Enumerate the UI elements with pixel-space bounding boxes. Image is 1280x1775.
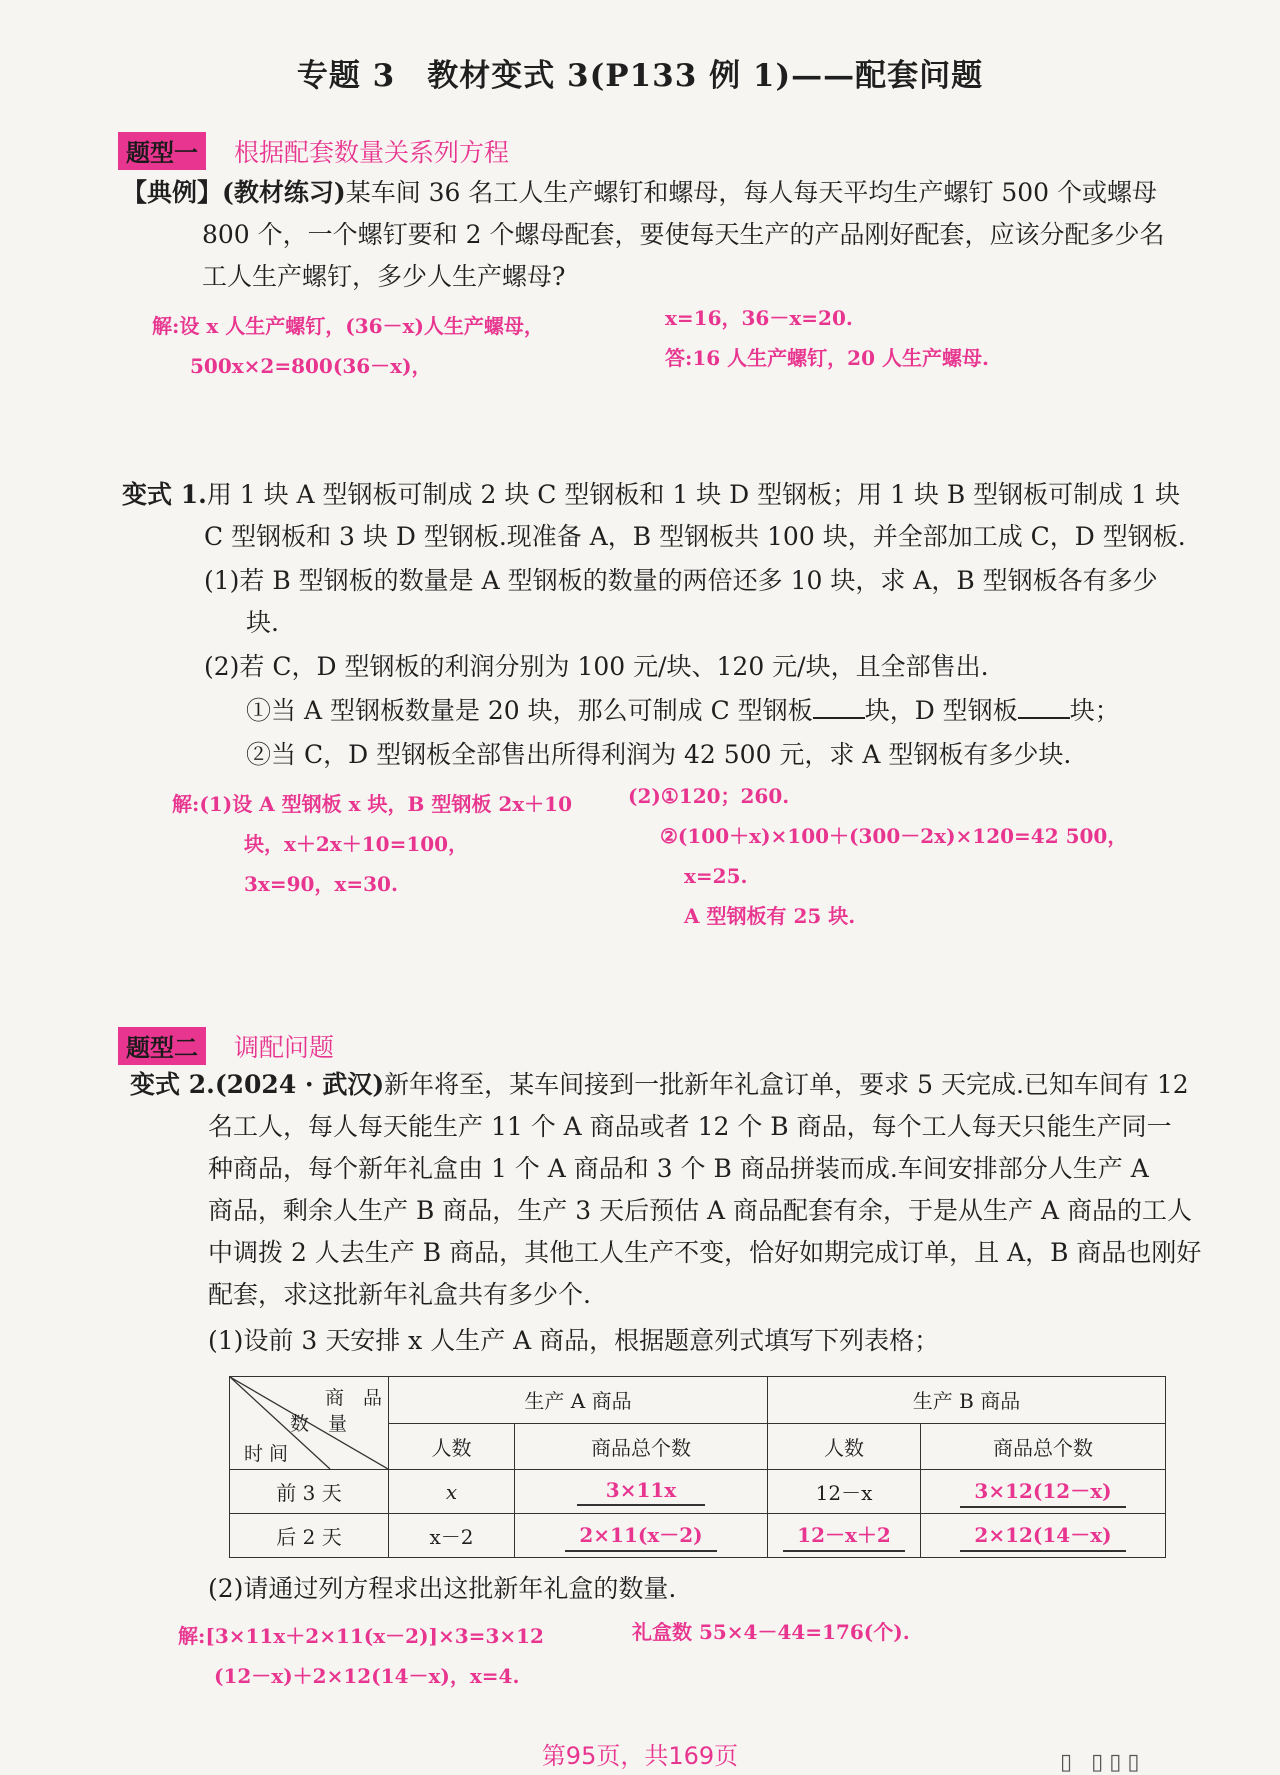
section-title: 根据配套数量关系列方程	[234, 138, 510, 167]
variant1-answer-line-3: 3x=90，x=30.	[244, 872, 398, 896]
header-b-total: 商品总个数	[921, 1423, 1166, 1470]
variant2-line-2: 名工人，每人每天能生产 11 个 A 商品或者 12 个 B 商品，每个工人每天只能生产同一	[208, 1112, 1172, 1141]
header-b-people: 人数	[768, 1423, 921, 1470]
example-line-3: 工人生产螺钉，多少人生产螺母?	[202, 262, 566, 291]
page-title: 专题 3 教材变式 3(P133 例 1)——配套问题	[296, 58, 984, 94]
variant1-text: 用 1 块 A 型钢板可制成 2 块 C 型钢板和 1 块 D 型钢板；用 1 块 B 型钢板可制成 1 块	[206, 480, 1180, 509]
row-b-total-cell	[921, 1514, 1166, 1558]
example-text: 某车间 36 名工人生产螺钉和螺母，每人每天平均生产螺钉 500 个或螺母	[345, 178, 1158, 207]
variant2-text: 新年将至，某车间接到一批新年礼盒订单，要求 5 天完成.已知车间有 12	[384, 1070, 1189, 1099]
variant2-q1: (1)设前 3 天安排 x 人生产 A 商品，根据题意列式填写下列表格；	[208, 1326, 940, 1355]
section-title: 调配问题	[234, 1033, 335, 1062]
row-b-people: 12－x	[768, 1470, 921, 1514]
example-label: 【典例】	[122, 178, 223, 207]
fill-blank-c[interactable]	[813, 691, 865, 719]
variant2-q2: (2)请通过列方程求出这批新年礼盒的数量.	[208, 1574, 677, 1603]
row-b-people: 12－x＋2	[783, 1519, 905, 1552]
variant1-label: 变式 1.	[122, 480, 207, 509]
variant1-q2-part1-text: ①当 A 型钢板数量是 20 块，那么可制成 C 型钢板	[246, 696, 813, 725]
data-table	[229, 1376, 1166, 1558]
page-number: 第95页，共169页	[541, 1742, 739, 1770]
table-corner-cell	[230, 1377, 389, 1470]
variant1-answer-line-2: 块，x＋2x＋10=100，	[244, 832, 469, 856]
corner-time-label: 时 间	[244, 1443, 289, 1465]
variant2-label: 变式 2.	[130, 1070, 215, 1099]
variant2-line-1	[130, 1064, 1189, 1106]
variant1-q2-part1	[246, 690, 1120, 732]
variant2-line-4: 商品，剩余人生产 B 商品，生产 3 天后预估 A 商品配套有余，于是从生产 A 商品的工人	[208, 1196, 1192, 1225]
variant1-q1-line-1: (1)若 B 型钢板的数量是 A 型钢板的数量的两倍还多 10 块，求 A，B 型钢板各有多少	[204, 566, 1158, 595]
row-time: 前 3 天	[230, 1470, 389, 1514]
section-header-2	[118, 1027, 334, 1065]
variant1-answer-line-7: A 型钢板有 25 块.	[684, 904, 856, 928]
row-a-total-cell	[515, 1470, 768, 1514]
variant1-q2-part1-text2: 块，D 型钢板	[864, 696, 1018, 725]
variant1-q1-line-2: 块.	[246, 608, 279, 637]
example-line-2: 800 个，一个螺钉要和 2 个螺母配套，要使每天生产的产品刚好配套，应该分配多少名	[202, 220, 1165, 249]
row-a-total-cell	[515, 1514, 768, 1558]
variant2-answer-line-3: 礼盒数 55×4－44=176(个).	[632, 1620, 910, 1644]
table-row	[230, 1514, 1166, 1558]
variant1-q2-part1-text3: 块；	[1069, 696, 1120, 725]
row-b-total: 3×12(12－x)	[960, 1475, 1125, 1508]
variant1-line-2: C 型钢板和 3 块 D 型钢板.现准备 A，B 型钢板共 100 块，并全部加工成 C，D 型钢板.	[204, 522, 1186, 551]
example-answer-line-2: 500x×2=800(36－x)，	[190, 354, 432, 378]
table-row	[230, 1470, 1166, 1514]
variant2-line-3: 种商品，每个新年礼盒由 1 个 A 商品和 3 个 B 商品拼装而成.车间安排部分人生产 A	[208, 1154, 1149, 1183]
row-b-people-cell	[768, 1514, 921, 1558]
variant1-q2-part2: ②当 C，D 型钢板全部售出所得利润为 42 500 元，求 A 型钢板有多少块.	[246, 740, 1072, 769]
variant1-answer-line-6: x=25.	[684, 864, 748, 888]
section-tag: 题型二	[118, 1027, 206, 1065]
example-line-1	[122, 172, 1157, 214]
row-a-people: x	[389, 1470, 515, 1514]
variant1-q2: (2)若 C，D 型钢板的利润分别为 100 元/块、120 元/块，且全部售出.	[204, 652, 989, 681]
variant1-answer-line-4: (2)①120；260.	[628, 784, 790, 808]
variant1-answer-line-1: 解:(1)设 A 型钢板 x 块，B 型钢板 2x＋10	[172, 792, 573, 816]
row-a-people: x－2	[389, 1514, 515, 1558]
row-b-total-cell	[921, 1470, 1166, 1514]
variant1-line-1	[122, 474, 1180, 516]
fill-blank-d[interactable]	[1018, 691, 1070, 719]
header-a-people: 人数	[389, 1423, 515, 1470]
section-tag: 题型一	[118, 132, 206, 170]
variant2-answer-line-2: (12－x)＋2×12(14－x)，x=4.	[214, 1664, 520, 1688]
header-group-b: 生产 B 商品	[768, 1377, 1166, 1424]
example-answer-line-3: x=16，36－x=20.	[665, 306, 853, 330]
row-a-total: 3×11x	[577, 1478, 705, 1506]
variant2-line-6: 配套，求这批新年礼盒共有多少个.	[208, 1280, 591, 1309]
variant2-answer-line-1: 解:[3×11x＋2×11(x－2)]×3=3×12	[178, 1624, 544, 1648]
example-answer-line-1: 解:设 x 人生产螺钉，(36－x)人生产螺母，	[152, 314, 544, 338]
variant2-line-5: 中调拨 2 人去生产 B 商品，其他工人生产不变，恰好如期完成订单，且 A，B 商品也刚好	[208, 1238, 1202, 1267]
row-b-total: 2×12(14－x)	[960, 1519, 1125, 1552]
variant2-source: (2024 · 武汉)	[214, 1070, 385, 1099]
scroll-thumb-icon: ▯ ▯▯▯	[1060, 1750, 1146, 1775]
row-time: 后 2 天	[230, 1514, 389, 1558]
corner-goods-label: 商 品	[325, 1387, 383, 1409]
header-group-a: 生产 A 商品	[389, 1377, 768, 1424]
example-answer-line-4: 答:16 人生产螺钉，20 人生产螺母.	[665, 346, 989, 370]
row-a-total: 2×11(x－2)	[565, 1519, 716, 1552]
corner-qty-label: 数 量	[290, 1413, 348, 1435]
variant1-answer-line-5: ②(100＋x)×100＋(300－2x)×120=42 500，	[660, 824, 1128, 848]
example-source: (教材练习)	[222, 178, 346, 207]
header-a-total: 商品总个数	[515, 1423, 768, 1470]
section-header-1	[118, 132, 509, 170]
